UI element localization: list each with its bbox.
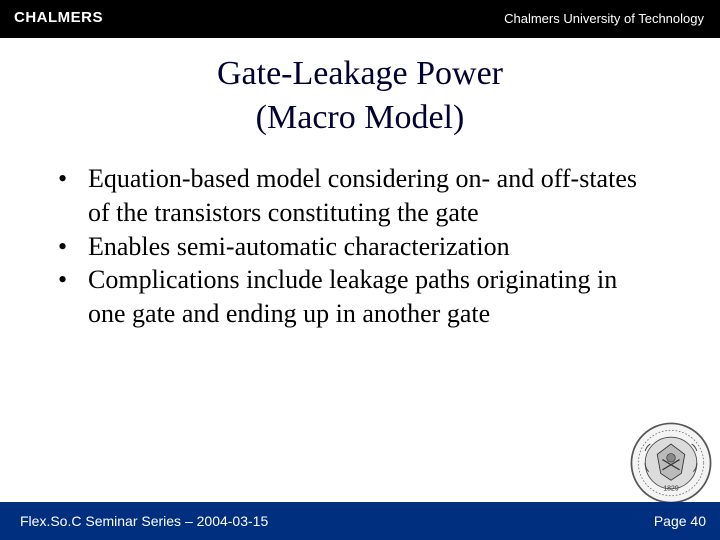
slide-title — [80, 52, 640, 140]
bullet-text: Complications include leakage paths originating in one gate and ending up in another gate — [88, 265, 618, 329]
bullet-point-icon: • — [58, 265, 68, 295]
header-bar — [0, 0, 720, 38]
bullet-list — [58, 162, 658, 331]
bullet-point-icon: • — [58, 231, 68, 261]
bullet-item — [58, 230, 658, 264]
page-number: Page 40 — [653, 513, 706, 529]
footer-bar — [0, 502, 720, 540]
seal-year: 1829 — [663, 485, 679, 493]
chalmers-logo: CHALMERS — [14, 9, 103, 26]
bullet-text: Enables semi-automatic characterization — [88, 231, 510, 261]
bullet-item — [58, 162, 658, 230]
university-seal-icon — [628, 420, 714, 506]
university-name: Chalmers University of Technology — [504, 11, 704, 26]
bullet-point-icon: • — [58, 164, 68, 193]
slide-title-line-2: (Macro Model) — [255, 99, 465, 137]
bullet-text: Equation-based model considering on- and off-states of the transistors constituting the gate — [88, 164, 637, 227]
bullet-item — [58, 263, 658, 331]
footer-series-text: Flex.So.C Seminar Series – 2004-03-15 — [20, 513, 269, 529]
slide-title-line-1: Gate-Leakage Power — [216, 55, 503, 92]
